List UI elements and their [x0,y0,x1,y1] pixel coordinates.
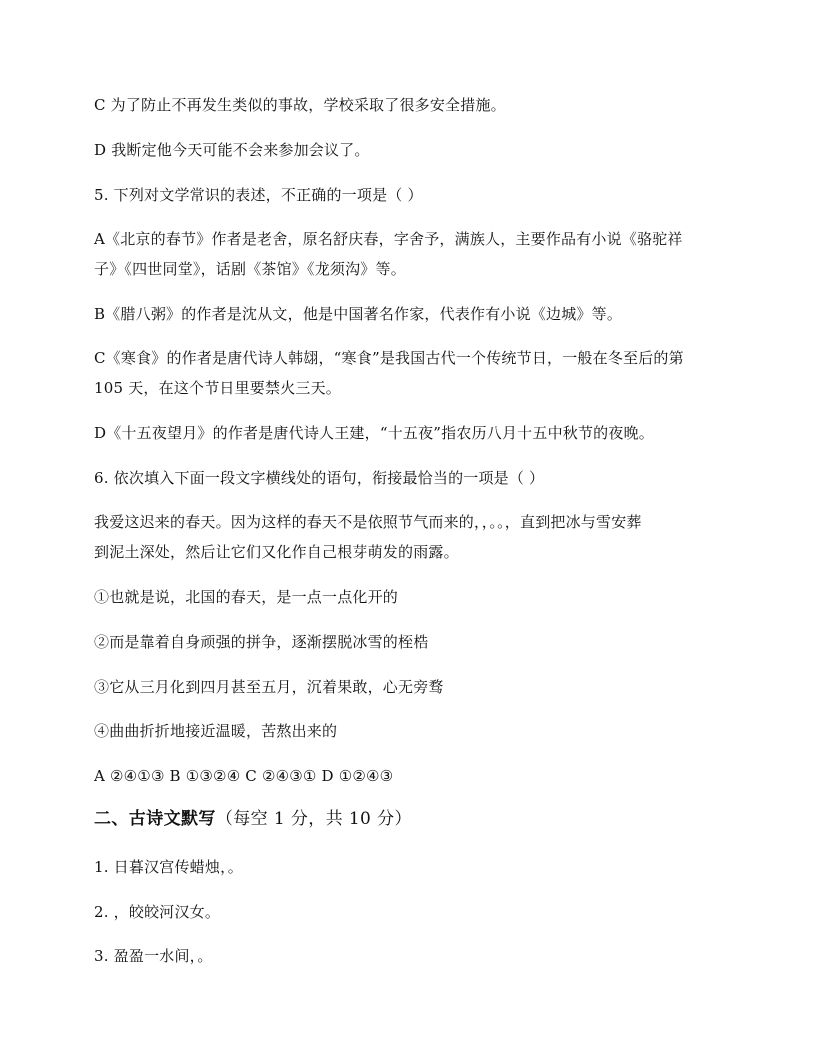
question-5-option-a-line2: 子》《四世同堂》，话剧《茶馆》《龙须沟》等。 [94,260,406,278]
poem-question-2: 2. ，皎皎河汉女。 [94,903,221,921]
poem-question-3: 3. 盈盈一水间，。 [94,947,213,965]
question-5-option-c-line2: 105 天，在这个节日里要禁火三天。 [94,379,341,397]
question-6-stem: 6. 依次填入下面一段文字横线处的语句，衔接最恰当的一项是（ ） [94,469,545,487]
question-5-stem: 5. 下列对文学常识的表述，不正确的一项是（ ） [94,186,423,204]
question-5-option-d: D《十五夜望月》的作者是唐代诗人王建，“十五夜”指农历八月十五中秋节的夜晚。 [94,424,654,442]
section-2-title: 二、古诗文默写 [94,809,216,829]
question-6-passage-line2: 到泥土深处，然后让它们又化作自己根芽萌发的雨露。 [94,543,459,561]
question-6-choices: A ②④①③ B ①③②④ C ②④③① D ①②④③ [94,767,394,785]
poem-question-1: 1. 日暮汉宫传蜡烛，。 [94,858,243,876]
question-6-sentence-4: ④曲曲折折地接近温暖，苦熬出来的 [94,722,338,740]
section-2-heading [94,805,734,833]
option-d-text: D 我断定他今天可能不会来参加会议了。 [94,141,370,159]
question-6-sentence-1: ①也就是说，北国的春天，是一点一点化开的 [94,588,399,606]
question-5-option-b: B《腊八粥》的作者是沈从文，他是中国著名作家，代表作有小说《边城》等。 [94,305,623,323]
question-5-option-c-line1: C《寒食》的作者是唐代诗人韩翃，“寒食”是我国古代一个传统节日，一般在冬至后的第 [94,349,684,367]
question-6-passage-line1: 我爱这迟来的春天。因为这样的春天不是依照节气而来的，，。。，直到把冰与雪安葬 [94,513,642,531]
section-2-score-note: （每空 1 分，共 10 分） [215,809,412,829]
option-c-text: C 为了防止不再发生类似的事故，学校采取了很多安全措施。 [94,96,506,114]
question-6-sentence-2: ②而是靠着自身顽强的拼争，逐渐摆脱冰雪的桎梏 [94,633,429,651]
question-6-sentence-3: ③它从三月化到四月甚至五月，沉着果敢，心无旁骛 [94,678,444,696]
question-5-option-a-line1: A《北京的春节》作者是老舍，原名舒庆春，字舍予，满族人，主要作品有小说《骆驼祥 [94,230,683,248]
